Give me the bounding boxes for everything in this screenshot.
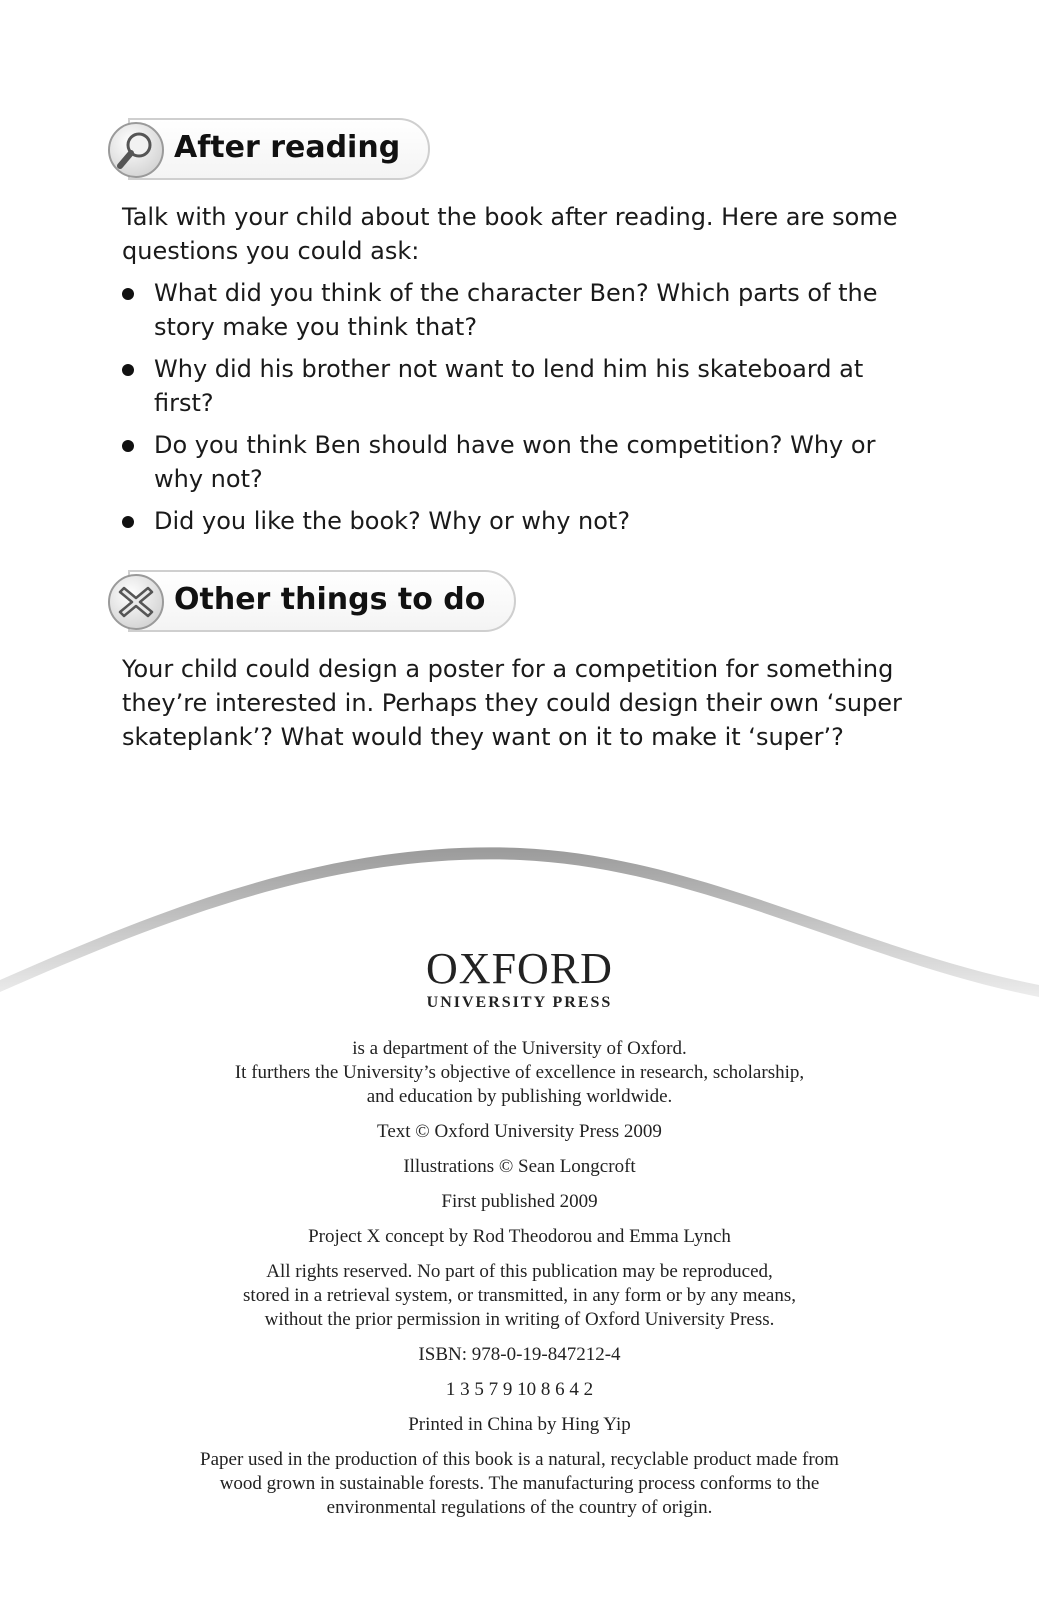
project-x-icon xyxy=(108,574,164,630)
print-line: 1 3 5 7 9 10 8 6 4 2 xyxy=(445,1379,594,1400)
rights-line: All rights reserved. No part of this publication may be reproduced, xyxy=(266,1261,773,1282)
after-reading-intro: Talk with your child about the book after reading. Here are some questions you could ask: xyxy=(122,203,898,265)
dept-line: is a department of the University of Oxford. xyxy=(352,1038,687,1059)
section-title: After reading xyxy=(174,130,401,165)
rights-line: stored in a retrieval system, or transmitted, in any form or by any means, xyxy=(243,1285,796,1306)
oxford-logo xyxy=(0,945,1039,1013)
other-things-header xyxy=(108,570,518,632)
imprint-body xyxy=(0,1037,1039,1520)
list-item: Do you think Ben should have won the competition? Why or why not? xyxy=(120,428,920,496)
paper-line: Paper used in the production of this book is a natural, recyclable product made from xyxy=(200,1449,839,1470)
question-list xyxy=(120,276,920,546)
concept-credit: Project X concept by Rod Theodorou and Emma Lynch xyxy=(308,1226,731,1247)
other-things-text: Your child could design a poster for a competition for something they’re interested in. Perhaps they could design their own ‘super skateplank’? What would they want on it to make it ‘super’? xyxy=(122,655,902,751)
paper-line: wood grown in sustainable forests. The manufacturing process conforms to the xyxy=(219,1473,820,1494)
text-copyright: Text © Oxford University Press 2009 xyxy=(377,1121,662,1142)
dept-line: It furthers the University’s objective of excellence in research, scholarship, xyxy=(234,1062,805,1083)
first-published: First published 2009 xyxy=(441,1191,598,1212)
list-item: What did you think of the character Ben? Which parts of the story make you think that? xyxy=(120,276,920,344)
logo-sub: UNIVERSITY PRESS xyxy=(426,994,613,1011)
dept-line: and education by publishing worldwide. xyxy=(366,1086,673,1107)
rights-line: without the prior permission in writing of Oxford University Press. xyxy=(264,1309,775,1330)
paper-line: environmental regulations of the country of origin. xyxy=(326,1497,713,1518)
list-item: Why did his brother not want to lend him his skateboard at first? xyxy=(120,352,920,420)
logo-main: OXFORD xyxy=(426,944,613,993)
isbn: ISBN: 978-0-19-847212-4 xyxy=(418,1344,621,1365)
magnifier-icon xyxy=(108,122,164,178)
list-item: Did you like the book? Why or why not? xyxy=(120,504,920,538)
section-title: Other things to do xyxy=(174,582,486,617)
after-reading-header xyxy=(108,118,428,180)
illustrations-credit: Illustrations © Sean Longcroft xyxy=(403,1156,636,1177)
printed-in: Printed in China by Hing Yip xyxy=(408,1414,631,1435)
